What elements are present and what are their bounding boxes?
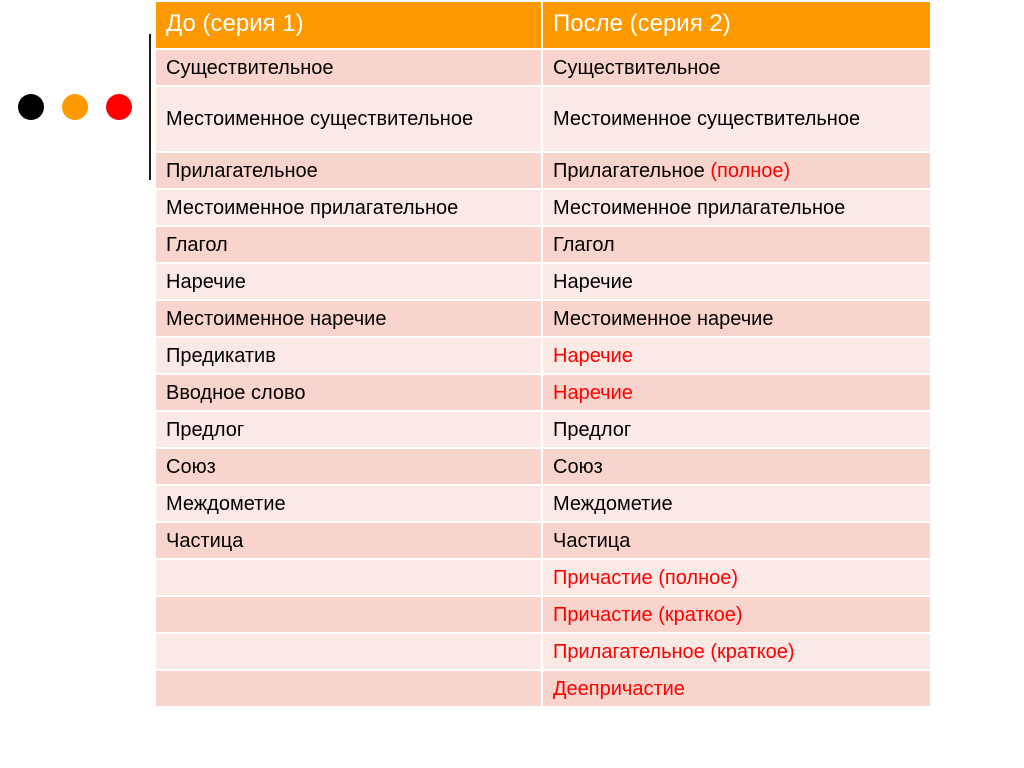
cell-before — [155, 596, 542, 633]
header-after: После (серия 2) — [542, 1, 931, 49]
table-row — [155, 374, 931, 411]
black-dot-icon — [18, 94, 44, 120]
cell-after: Прилагательное (краткое) — [542, 633, 931, 670]
table-row — [155, 670, 931, 707]
cell-after-text: Прилагательное — [553, 159, 705, 182]
table-row — [155, 226, 931, 263]
cell-before: Предлог — [155, 411, 542, 448]
table-row — [155, 448, 931, 485]
table-row — [155, 411, 931, 448]
cell-after: Глагол — [542, 226, 931, 263]
cell-before: Вводное слово — [155, 374, 542, 411]
table-row — [155, 152, 931, 189]
cell-after-note: (полное) — [710, 159, 791, 182]
cell-after: Местоименное прилагательное — [542, 189, 931, 226]
cell-after: Частица — [542, 522, 931, 559]
cell-before — [155, 633, 542, 670]
cell-after: Местоименное существительное — [542, 86, 931, 152]
cell-before: Местоименное наречие — [155, 300, 542, 337]
cell-after: Наречие — [542, 374, 931, 411]
cell-after: Существительное — [542, 49, 931, 86]
cell-after: Союз — [542, 448, 931, 485]
table-row — [155, 485, 931, 522]
orange-dot-icon — [62, 94, 88, 120]
cell-before — [155, 670, 542, 707]
cell-after: Причастие (краткое) — [542, 596, 931, 633]
cell-after — [542, 152, 931, 189]
cell-after: Наречие — [542, 337, 931, 374]
cell-before: Междометие — [155, 485, 542, 522]
cell-after: Деепричастие — [542, 670, 931, 707]
table-row — [155, 596, 931, 633]
cell-after: Предлог — [542, 411, 931, 448]
cell-before: Местоименное прилагательное — [155, 189, 542, 226]
cell-before: Союз — [155, 448, 542, 485]
parts-of-speech-table — [154, 0, 932, 708]
cell-before: Прилагательное — [155, 152, 542, 189]
table-row — [155, 86, 931, 152]
red-dot-icon — [106, 94, 132, 120]
table-row — [155, 559, 931, 596]
table-header-row — [155, 1, 931, 49]
table-row — [155, 300, 931, 337]
table-row — [155, 263, 931, 300]
cell-before: Частица — [155, 522, 542, 559]
cell-before: Предикатив — [155, 337, 542, 374]
cell-before: Глагол — [155, 226, 542, 263]
cell-before — [155, 559, 542, 596]
table-row — [155, 337, 931, 374]
table-row — [155, 522, 931, 559]
vertical-divider — [149, 34, 151, 180]
cell-after: Наречие — [542, 263, 931, 300]
cell-after: Причастие (полное) — [542, 559, 931, 596]
table-row — [155, 49, 931, 86]
table-row — [155, 633, 931, 670]
cell-before: Местоименное существительное — [155, 86, 542, 152]
table-row — [155, 189, 931, 226]
cell-after: Междометие — [542, 485, 931, 522]
cell-before: Наречие — [155, 263, 542, 300]
header-before: До (серия 1) — [155, 1, 542, 49]
cell-after: Местоименное наречие — [542, 300, 931, 337]
cell-before: Существительное — [155, 49, 542, 86]
decorative-dots — [18, 94, 132, 120]
